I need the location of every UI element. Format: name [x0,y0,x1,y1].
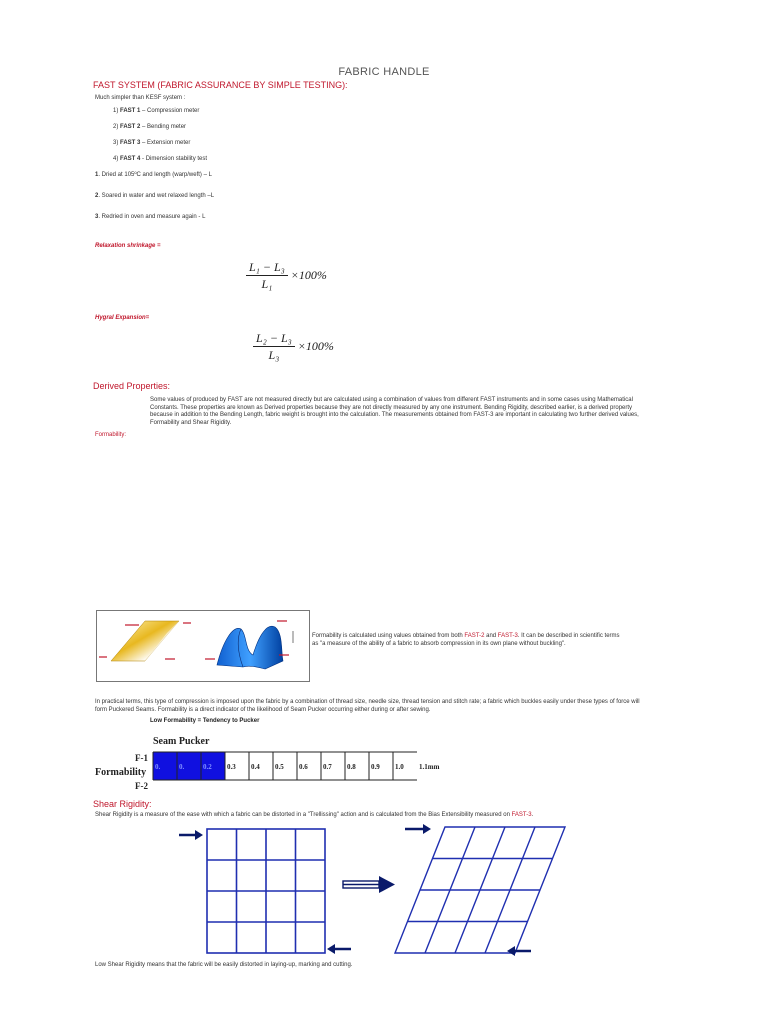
scale-tick-label: 0.4 [251,763,260,771]
scale-tick-label: 0.3 [227,763,236,771]
shear-footer: Low Shear Rigidity means that the fabric will be easily distorted in laying-up, marking and cutting. [95,962,353,968]
fast-item: 3) FAST 3 – Extension meter [113,140,191,146]
formability-illustration [96,610,310,682]
scale-tick-label: 0.5 [275,763,284,771]
shear-text: Shear Rigidity is a measure of the ease with which a fabric can be distorted in a "Trellissing" action and is calculated from the Bias Extensibility measured on FAST-3. [95,812,534,818]
seam-pucker-scale [95,730,455,794]
page-title: FABRIC HANDLE [338,66,430,78]
fast-item: 2) FAST 2 – Bending meter [113,124,187,130]
formability-scale [95,730,455,794]
relaxation-label: Relaxation shrinkage = [95,243,161,249]
step-item: 3. Redried in oven and measure again - L [95,214,206,220]
scale-title: Seam Pucker [153,736,210,747]
hygral-label: Hygral Expansion= [95,315,150,321]
scale-highlight [153,752,225,780]
fast-list [113,107,207,163]
scale-f2-label: F-2 [135,781,148,791]
step-item: 2. Soared in water and wet relaxed length –L [95,193,215,199]
formability-description: Formability is calculated using values obtained from both FAST-2 and FAST-3. It can be described in scientific terms as "a measure of the ability of a fabric to absorb compression in its own plane without buckling". [312,633,620,647]
shear-heading: Shear Rigidity: [93,799,152,809]
scale-tick-label: 0.9 [371,763,380,771]
scale-tick-label: 0.2 [203,763,212,771]
practical-text: In practical terms, this type of compression is imposed upon the fabric by a combination of thread size, needle size, thread tension and stitch rate; a fabric which buckles easily under these types of force will form Puckered Seams. Formability is a direct indicator of the likelihood of Seam Pucker occurring either during or after sewing. [95,699,640,713]
formability-label: Formability: [95,432,127,438]
fast-item: 1) FAST 1 – Compression meter [113,108,200,114]
scale-tick-label: 1.1mm [419,763,440,771]
fast-item: 4) FAST 4 - Dimension stability test [113,156,208,162]
trellising-diagram [175,823,570,958]
fast-heading: FAST SYSTEM (FABRIC ASSURANCE BY SIMPLE TESTING): [93,80,348,90]
scale-axis-label: Formability [95,767,147,778]
shear-rigidity-diagram [175,823,570,958]
scale-tick-label: 0.8 [347,763,356,771]
step-item: 1. Dried at 105ºC and length (warp/weft) – L [95,172,212,178]
fabric-buckling-diagram [97,611,309,681]
low-formability-note: Low Formability = Tendency to Pucker [150,718,260,724]
scale-tick-label: 0.7 [323,763,332,771]
scale-tick-label: 0. [155,763,161,771]
scale-f1-label: F-1 [135,753,148,763]
derived-heading: Derived Properties: [93,381,171,391]
scale-tick-label: 0. [179,763,185,771]
derived-text: Some values of produced by FAST are not measured directly but are calculated using a combination of values from different FAST instruments and in some cases using Mathematical Constants. These properties are known as Derived properties because they are not directly measured by any one instrument. Bending Rigidity, described earlier, is a derived property because in addition to the Bending Length, fabric weight is brought into the calculation. The measurements obtained from FAST-3 are important in calculating two further derived values, Formability and Shear Rigidity. [150,397,639,426]
scale-tick-label: 1.0 [395,763,404,771]
relaxation-formula: $\frac{\text{L₁ − L₃}}{\text{L₁}}$ ×100% [246,260,327,292]
intro-text: Much simpler than KESF system : [95,95,186,101]
hygral-formula: $\frac{\text{L₂ − L₃}}{\text{L₃}}$ ×100% [253,331,334,363]
scale-tick-label: 0.6 [299,763,308,771]
